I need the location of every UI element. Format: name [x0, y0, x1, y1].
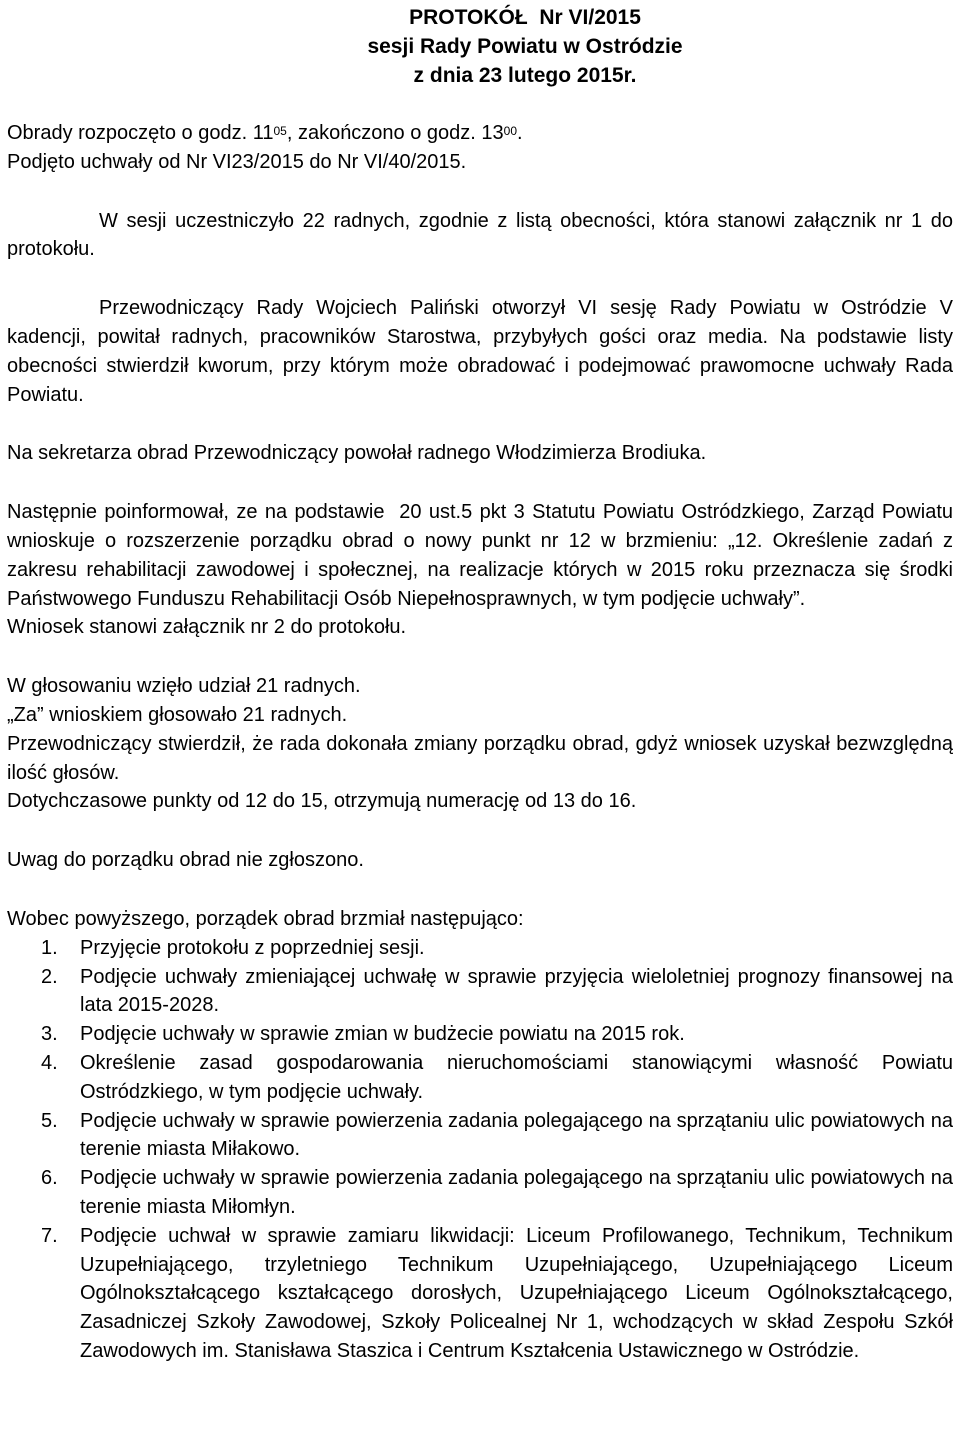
- agenda-item-text: Przyjęcie protokołu z poprzedniej sesji.: [80, 936, 425, 959]
- agenda-item-number: 7.: [41, 1224, 58, 1247]
- title-line-2: sesji Rady Powiatu w Ostródzie: [367, 35, 683, 58]
- resolutions-range: Podjęto uchwały od Nr VI23/2015 do Nr VI/40/2015.: [7, 150, 467, 173]
- agenda-item-number: 5.: [41, 1109, 58, 1132]
- motion-attachment: Wniosek stanowi załącznik nr 2 do protokołu.: [7, 616, 407, 639]
- vote-result: Przewodniczący stwierdził, że rada dokonała zmiany porządku obrad, gdyż wniosek uzyskał bezwzględną ilość głosów.: [7, 732, 953, 784]
- vote-renumber: Dotychczasowe punkty od 12 do 15, otrzymują numerację od 13 do 16.: [7, 790, 637, 813]
- agenda-item: [7, 1020, 953, 1049]
- chairman-paragraph: Przewodniczący Rady Wojciech Paliński otworzył VI sesję Rady Powiatu w Ostródzie V kadencji, powitał radnych, pracowników Starostwa, przybyłych gości oraz media. Na podstawie listy obecności stwierdził kworum, przy którym może obradować i podejmować prawomocne uchwały Rada Powiatu.: [7, 297, 953, 406]
- vote-for: „Za” wnioskiem głosowało 21 radnych.: [7, 703, 348, 726]
- agenda-item: [7, 963, 953, 1021]
- protocol-document: [7, 3, 959, 1366]
- no-remarks: Uwag do porządku obrad nie zgłoszono.: [7, 849, 364, 872]
- agenda-item-text: Podjęcie uchwały w sprawie powierzenia zadania polegającego na sprzątaniu ulic powiatowych na terenie miasta Miłomłyn.: [80, 1167, 953, 1218]
- agenda-item: [7, 1164, 953, 1222]
- agenda-item-text: Określenie zasad gospodarowania nieruchomościami stanowiącymi własność Powiatu Ostródzkiego, w tym podjęcie uchwały.: [80, 1051, 953, 1103]
- agenda-item-number: 1.: [41, 936, 58, 959]
- agenda-item: [7, 934, 953, 963]
- title-line-1: PROTOKÓŁ Nr VI/2015: [409, 6, 641, 29]
- agenda-intro: Wobec powyższego, porządek obrad brzmiał następująco:: [7, 907, 524, 930]
- agenda-item-text: Podjęcie uchwały w sprawie powierzenia zadania polegającego na sprzątaniu ulic powiatowych na terenie miasta Miłakowo.: [80, 1109, 953, 1161]
- start-minutes: 05: [273, 124, 287, 138]
- agenda-item-number: 3.: [41, 1023, 58, 1046]
- agenda-list: [7, 934, 953, 1366]
- agenda-item: [7, 1049, 953, 1107]
- agenda-item-number: 6.: [41, 1167, 58, 1190]
- agenda-item-text: Podjęcie uchwał w sprawie zamiaru likwidacji: Liceum Profilowanego, Technikum, Technikum Uzupełniającego, trzyletniego Technikum Uzupełniającego, Uzupełniającego Liceum Ogólnokształcącego kształcącego dorosłych, Uzupełniającego Liceum Ogólnokształcącego, Zasadniczej Szkoły Zawodowej, Szkoły Policealnej Nr 1, wchodzących w skład Zespołu Szkół Zawodowych im. Stanisława Staszica i Centrum Kształcenia Ustawicznego w Ostródzie.: [80, 1224, 953, 1362]
- agenda-item-text: Podjęcie uchwały w sprawie zmian w budżecie powiatu na 2015 rok.: [80, 1023, 685, 1046]
- agenda-item-text: Podjęcie uchwały zmieniającej uchwałę w sprawie przyjęcia wieloletniej prognozy finansowej na lata 2015-2028.: [80, 965, 953, 1017]
- agenda-item: [7, 1107, 953, 1165]
- document-title: [97, 3, 953, 90]
- attendance-paragraph: W sesji uczestniczyło 22 radnych, zgodnie z listą obecności, która stanowi załącznik nr 1 do protokołu.: [7, 209, 953, 261]
- agenda-item-number: 2.: [41, 965, 58, 988]
- agenda-item-number: 4.: [41, 1051, 58, 1074]
- title-line-3: z dnia 23 lutego 2015r.: [413, 64, 637, 87]
- agenda-item: [7, 1222, 953, 1366]
- end-minutes: 00: [503, 124, 518, 138]
- vote-participants: W głosowaniu wzięło udział 21 radnych.: [7, 675, 361, 698]
- session-times: Obrady rozpoczęto o godz. $11^{05}$, zakończono o godz. $13^{00}$.: [7, 122, 523, 144]
- secretary-paragraph: Na sekretarza obrad Przewodniczący powołał radnego Włodzimierza Brodiuka.: [7, 442, 707, 465]
- motion-paragraph: Następnie poinformował, ze na podstawie 20 ust.5 pkt 3 Statutu Powiatu Ostródzkiego, Zarząd Powiatu wnioskuje o rozszerzenie porządku obrad o nowy punkt nr 12 w brzmieniu: „12. Określenie zadań z zakresu rehabilitacji zawodowej i społecznej, na realizacje których w 2015 roku przeznacza się środki Państwowego Funduszu Rehabilitacji Osób Niepełnosprawnych, w tym podjęcie uchwały”.: [7, 501, 959, 610]
